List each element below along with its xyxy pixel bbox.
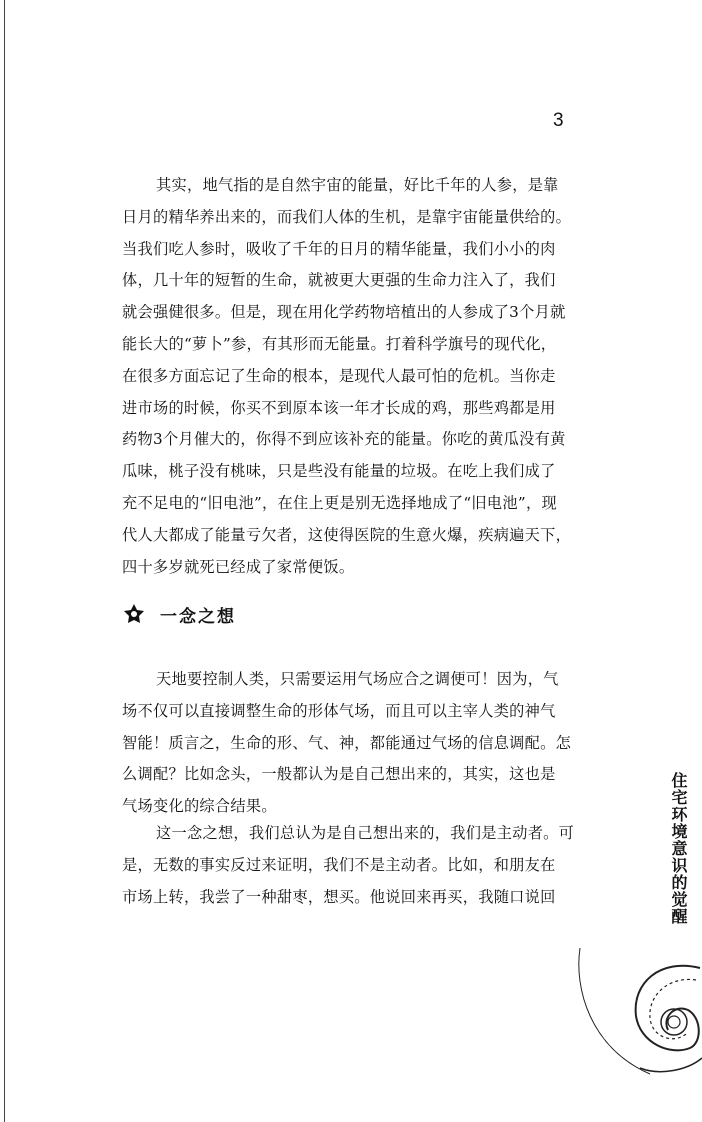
nautilus-shell-icon — [570, 948, 702, 1080]
section-title: 一念之想 — [160, 606, 236, 627]
text-line: 瓜味，桃子没有桃味，只是些没有能量的垃圾。在吃上我们成了 — [122, 462, 556, 481]
text-line: 充不足电的“旧电池”，在住上更是别无选择地成了“旧电池”，现 — [122, 493, 557, 512]
text-line: 在很多方面忘记了生命的根本，是现代人最可怕的危机。当你走 — [122, 366, 556, 385]
text-line: 当我们吃人参时，吸收了千年的日月的精华能量，我们小小的肉 — [122, 239, 556, 258]
text-line: 药物3个月催大的，你得不到应该补充的能量。你吃的黄瓜没有黄 — [122, 430, 566, 449]
text-line: 市场上转，我尝了一种甜枣，想买。他说回来再买，我随口说回 — [122, 887, 556, 906]
text-line: 其实，地气指的是自然宇宙的能量，好比千年的人参，是靠 — [156, 176, 559, 194]
text-line: 进市场的时候，你买不到原本该一年才长成的鸡，那些鸡都是用 — [122, 398, 556, 417]
text-line: 气场变化的综合结果。 — [122, 797, 277, 816]
paragraph-3 — [122, 818, 610, 913]
ornament-icon — [122, 602, 146, 626]
paragraph-1 — [122, 170, 610, 583]
paragraph-2 — [122, 664, 610, 823]
page-number: 3 — [553, 110, 564, 131]
page-left-edge — [4, 0, 5, 1122]
text-line: 天地要控制人类，只需要运用气场应合之调便可！因为，气 — [156, 670, 559, 688]
text-line: 是，无数的事实反过来证明，我们不是主动者。比如，和朋友在 — [122, 855, 556, 874]
text-line: 这一念之想，我们总认为是自己想出来的，我们是主动者。可 — [156, 824, 575, 842]
text-line: 就会强健很多。但是，现在用化学药物培植出的人参成了3个月就 — [122, 303, 566, 322]
text-line: 体，几十年的短暂的生命，就被更大更强的生命力注入了，我们 — [122, 271, 556, 290]
text-line: 智能！质言之，生命的形、气、神，都能通过气场的信息调配。怎 — [122, 733, 572, 752]
side-book-title: 住宅环境意识的觉醒 — [669, 772, 688, 925]
text-line: 场不仅可以直接调整生命的形体气场，而且可以主宰人类的神气 — [122, 701, 556, 720]
section-heading — [122, 600, 236, 628]
text-line: 日月的精华养出来的，而我们人体的生机，是靠宇宙能量供给的。 — [122, 207, 572, 226]
text-line: 能长大的“萝卜”参，有其形而无能量。打着科学旗号的现代化， — [122, 334, 557, 353]
text-line: 么调配？比如念头，一般都认为是自己想出来的，其实，这也是 — [122, 765, 556, 784]
text-line: 代人大都成了能量亏欠者，这使得医院的生意火爆，疾病遍天下， — [122, 525, 572, 544]
text-line: 四十多岁就死已经成了家常便饭。 — [122, 557, 355, 576]
